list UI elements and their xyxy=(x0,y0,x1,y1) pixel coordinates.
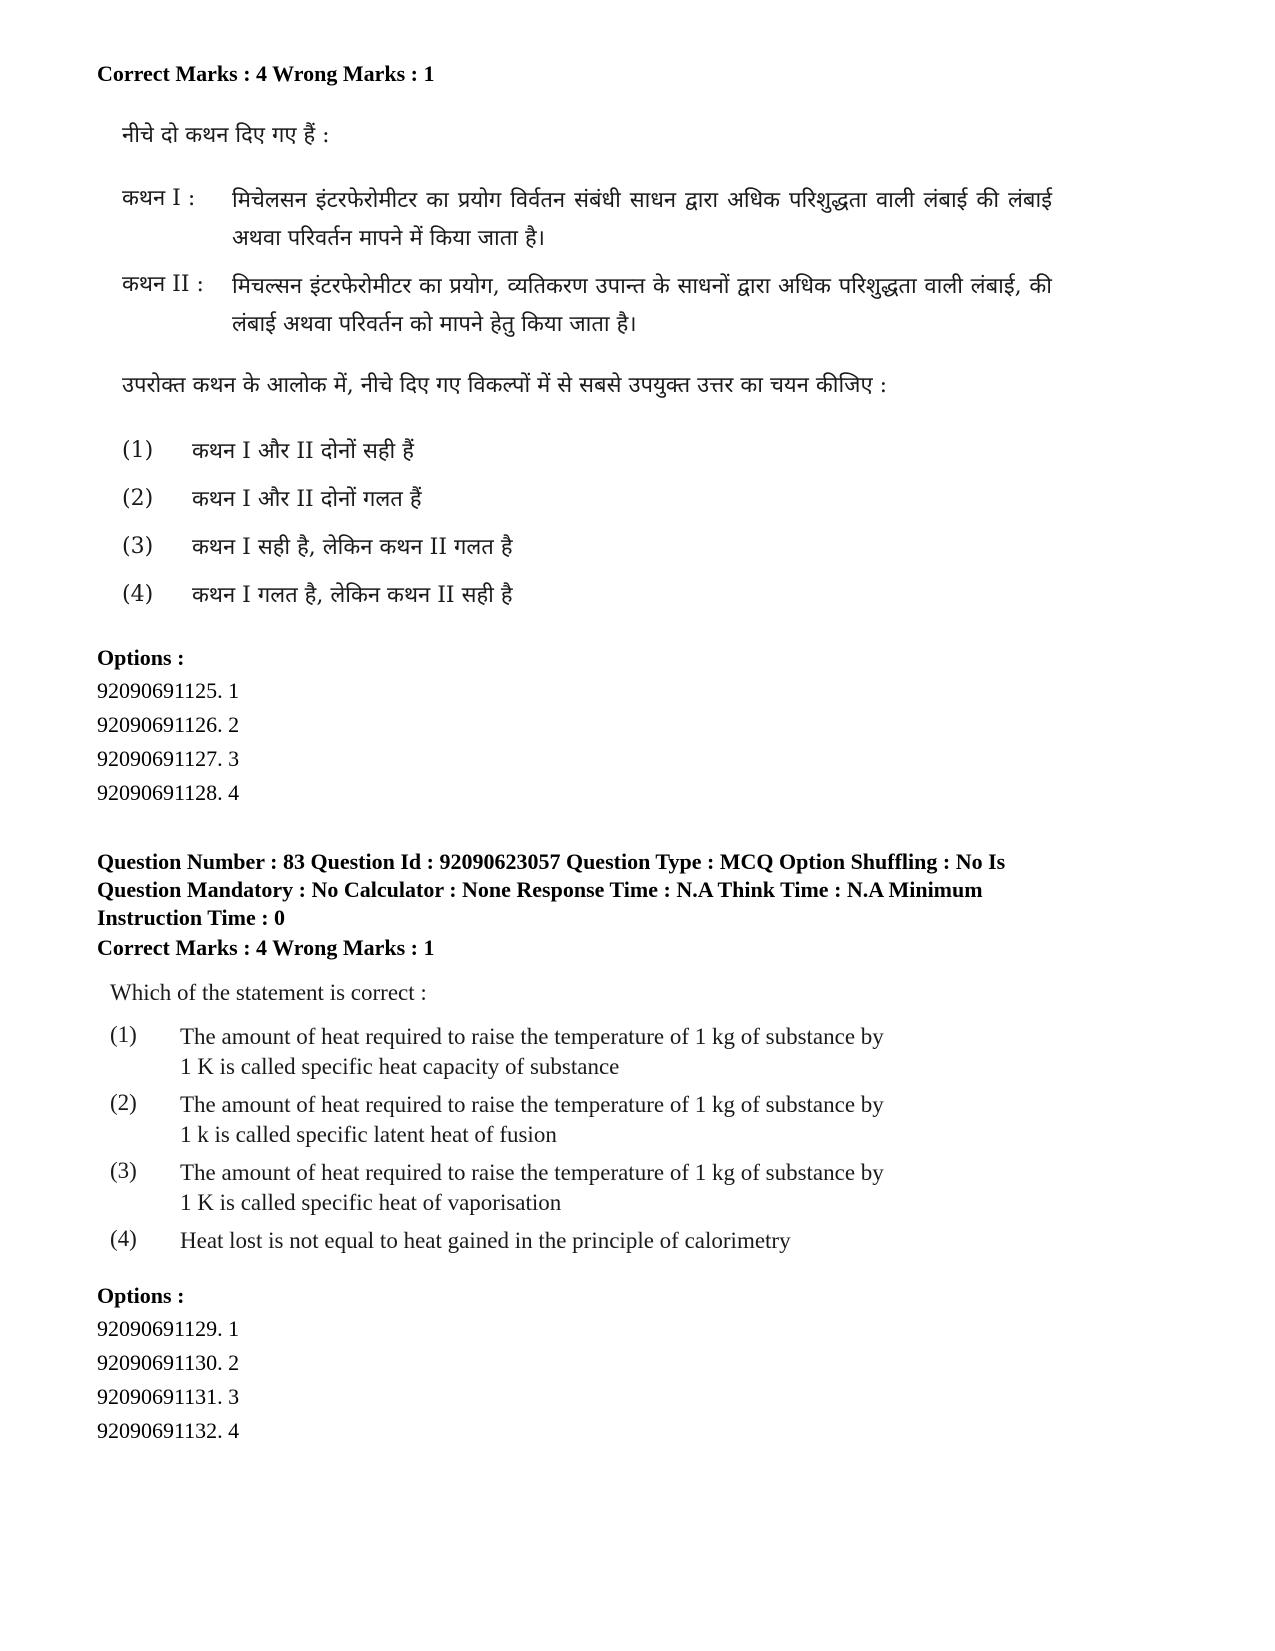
choice-item xyxy=(122,426,513,474)
statement-label: कथन I : xyxy=(122,186,196,211)
choice-item xyxy=(110,1158,1030,1218)
options-list xyxy=(97,1312,239,1448)
correct-marks-line: Correct Marks : 4 Wrong Marks : 1 xyxy=(97,935,435,960)
question-header-line: Question Number : 83 Question Id : 92090623057 Question Type : MCQ Option Shuffling : No Is xyxy=(97,849,1006,874)
statement-text: मिचेलसन इंटरफेरोमीटर का प्रयोग विर्वतन संबंधी साधन द्वारा अधिक परिशुद्धता वाली लंबाई की लंबाई अथवा परिवर्तन मापने में किया जाता है। xyxy=(232,188,1052,251)
option-item: 92090691130. 2 xyxy=(97,1350,240,1375)
choice-item xyxy=(122,522,513,570)
options-list xyxy=(97,674,239,810)
option-item: 92090691127. 3 xyxy=(97,746,240,771)
choice-item xyxy=(110,1226,1030,1256)
option-item: 92090691125. 1 xyxy=(97,678,240,703)
choice-text: कथन I सही है, लेकिन कथन II गलत है xyxy=(192,535,513,560)
statement-2 xyxy=(122,268,1052,344)
statement-list xyxy=(122,182,1052,344)
statement-label: कथन II : xyxy=(122,272,204,297)
question-header-line: Question Mandatory : No Calculator : None Response Time : N.A Think Time : N.A Minimum xyxy=(97,877,983,902)
correct-marks-line: Correct Marks : 4 Wrong Marks : 1 xyxy=(97,61,435,86)
options-heading: Options : xyxy=(97,645,185,670)
choice-number: (4) xyxy=(122,581,154,607)
option-item: 92090691129. 1 xyxy=(97,1316,240,1341)
question-header xyxy=(97,848,1005,932)
choice-text-line: Heat lost is not equal to heat gained in the principle of calorimetry xyxy=(180,1228,791,1253)
choice-text xyxy=(180,1226,1030,1256)
choice-number: (1) xyxy=(122,437,154,463)
choice-number: (1) xyxy=(110,1022,137,1047)
choice-item xyxy=(110,1022,1030,1082)
choice-list xyxy=(110,1022,1030,1256)
statement-text: मिचल्सन इंटरफेरोमीटर का प्रयोग, व्यतिकरण उपान्त के साधनों द्वारा अधिक परिशुद्धता वाली लंबाई, की लंबाई अथवा परिवर्तन को मापने हेतु किया जाता है। xyxy=(232,274,1052,337)
choice-number: (3) xyxy=(110,1158,137,1183)
choice-text: कथन I और II दोनों सही हैं xyxy=(192,439,414,464)
choice-text-line: The amount of heat required to raise the temperature of 1 kg of substance by xyxy=(180,1160,884,1185)
choice-item xyxy=(110,1090,1030,1150)
statement-1 xyxy=(122,182,1052,258)
choice-text-line: The amount of heat required to raise the temperature of 1 kg of substance by xyxy=(180,1024,884,1049)
question-header-line: Instruction Time : 0 xyxy=(97,905,286,930)
question-prompt: उपरोक्त कथन के आलोक में, नीचे दिए गए विकल्पों में से सबसे उपयुक्त उत्तर का चयन कीजिए : xyxy=(122,373,888,398)
statements-intro: नीचे दो कथन दिए गए हैं : xyxy=(122,123,330,148)
choice-text-line: 1 K is called specific heat capacity of substance xyxy=(180,1054,620,1079)
choice-text: कथन I गलत है, लेकिन कथन II सही है xyxy=(192,583,513,608)
option-item: 92090691131. 3 xyxy=(97,1384,240,1409)
choice-text xyxy=(180,1090,1030,1150)
choice-number: (3) xyxy=(122,533,154,559)
choice-item xyxy=(122,570,513,618)
choice-text-line: The amount of heat required to raise the temperature of 1 kg of substance by xyxy=(180,1092,884,1117)
choice-text xyxy=(180,1158,1030,1218)
choice-number: (4) xyxy=(110,1226,137,1251)
choice-text: कथन I और II दोनों गलत हैं xyxy=(192,487,422,512)
options-heading: Options : xyxy=(97,1283,185,1308)
option-item: 92090691126. 2 xyxy=(97,712,240,737)
question-text: Which of the statement is correct : xyxy=(110,980,427,1005)
choice-number: (2) xyxy=(122,485,154,511)
choice-text-line: 1 K is called specific heat of vaporisation xyxy=(180,1190,562,1215)
option-item: 92090691128. 4 xyxy=(97,780,240,805)
choice-list xyxy=(122,426,513,618)
choice-text xyxy=(180,1022,1030,1082)
option-item: 92090691132. 4 xyxy=(97,1418,240,1443)
choice-text-line: 1 k is called specific latent heat of fusion xyxy=(180,1122,557,1147)
choice-number: (2) xyxy=(110,1090,137,1115)
choice-item xyxy=(122,474,513,522)
